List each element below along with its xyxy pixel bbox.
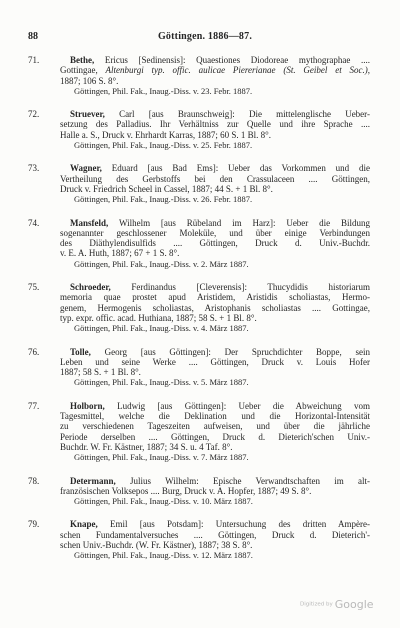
author-name: Bethe, [70,55,95,65]
entry-text-line: genem, Hermogenis scholiastas, Aristophanis scholiastas .... Gottingae, [60,302,370,313]
entry-text-line: setzung des Palladius. Ihr Verhältniss zur Quelle und ihre Sprache .... [60,119,370,130]
dissertation-note: Göttingen, Phil. Fak., Inaug.-Diss. v. 12. März 1887. [74,550,253,561]
author-name: Tolle, [70,346,91,357]
entry-text-line: v. E. A. Huth, 1887; 67 + 1 S. 8°. [60,248,180,259]
title-text: Georg [aus Göttingen]: Der Spruchdichter Boppe, sein [104,346,370,357]
entry-text-line: typ. expr. offic. acad. Huthiana, 1887; 58 S. + 1 Bl. 8°. [60,312,257,323]
entry-text-line: Buchdr. W. Fr. Kästner, 1887; 34 S. u. 4 Taf. 8°. [60,441,233,452]
entry-text-line: 1887; 58 S. + 1 Bl. 8°. [60,367,141,378]
catalogue-entry [28,109,370,151]
author-name: Holborn, [70,400,105,411]
title-text: Ludwig [aus Göttingen]: Ueber die Abweichung vom [117,400,370,411]
entry-text-line: des Diäthylendisulfids .... Göttingen, Druck d. Univ.-Buchdr. [60,238,370,249]
entry-number: 79. [28,519,40,530]
dissertation-note: Göttingen, Phil. Fak., Inaug.-Diss. v. 26. Febr. 1887. [74,194,253,205]
author-name: Struever, [70,109,105,120]
dissertation-note: Göttingen, Phil. Fak., Inaug.-Diss. v. 7. März 1887. [74,452,249,463]
entry-title-line [60,55,370,65]
dissertation-note: Göttingen, Phil. Fak., Inaug.-Diss. v. 25. Febr. 1887. [74,140,253,151]
catalogue-entry [28,163,370,205]
google-logo-text: Google [334,598,374,611]
catalogue-entry [28,475,370,507]
title-text: Julius Wilhelm: Epische Verwandtschaften im alt- [130,475,370,486]
entry-number: 76. [28,346,40,357]
entry-number: 71. [28,55,40,65]
entry-text-line: 1887; 106 S. 8°. [60,75,119,86]
entry-list [28,55,370,574]
catalogue-entry [28,217,370,269]
entry-text-line: schen Univ.-Buchdr. (W. Fr. Kästner), 1887; 38 S. 8°. [60,539,253,550]
catalogue-entry [28,400,370,463]
title-text: Ferdinandus [Cleverensis]: Thucydidis historiarum [131,282,370,293]
author-name: Schroeder, [70,282,111,293]
entry-text-line: Leben und seine Werke .... Göttingen, Druck v. Louis Hofer [60,356,370,367]
entry-title-line [60,163,370,173]
entry-text-line: Vertheilung des Gerbstoffs bei den Crassulaceen .... Göttingen, [60,173,370,184]
entry-text-line [60,65,370,75]
entry-number: 77. [28,400,40,411]
entry-title-line [60,282,370,292]
entry-number: 78. [28,475,40,486]
author-name: Mansfeld, [70,217,109,228]
dissertation-note: Göttingen, Phil. Fak., Inaug.-Diss. v. 2. März 1887. [74,258,249,269]
entry-number: 72. [28,109,40,120]
entry-title-line [60,109,370,119]
entry-title-line [60,218,370,228]
entry-number: 73. [28,163,40,174]
dissertation-note: Göttingen, Phil. Fak., Inaug.-Diss. v. 5. März 1887. [74,377,249,388]
title-text: Wilhelm [aus Rübeland im Harz]: Ueber die Bildung [118,217,370,228]
text-segment: Gottingae, [60,65,106,76]
entry-text-line: Periode derselben .... Göttingen, Druck d. Dieterich'schen Univ.- [60,431,370,442]
author-name: Determann, [70,475,116,486]
running-title: Göttingen. 1886—87. [157,31,253,42]
title-text: Carl [aus Braunschweig]: Die mittelenglische Ueber- [119,109,370,120]
title-text: Emil [aus Potsdam]: Untersuchung des dritten Ampère- [110,519,370,530]
text-segment: Altenburgi typ. offic. aulicae Piererianae (St. Geibel et Soc.) [105,65,368,76]
text-segment: , [367,65,370,76]
entry-text-line: Halle a. S., Druck v. Ehrhardt Karras, 1887; 60 S. 1 Bl. 8°. [60,129,271,140]
catalogue-entry [28,55,370,96]
author-name: Knape, [70,519,98,530]
entry-text-line: zu verschiedenen Tageszeiten aufweisen, und über die jährliche [60,421,370,432]
dissertation-note: Göttingen, Phil. Fak., Inaug.-Diss. v. 4. März 1887. [74,323,249,334]
entry-text-line: memoria quae prostet apud Aristidem, Aristidis scholiastas, Hermo- [60,292,370,303]
entry-title-line [60,347,370,357]
entry-text-line: schen Fundamentalversuches .... Göttingen, Druck d. Dieterich'- [60,529,370,540]
entry-text-line: sogenannter geschlossener Moleküle, und über einige Verbindungen [60,227,370,238]
entry-title-line [60,476,370,486]
dissertation-note: Göttingen, Phil. Fak., Inaug.-Diss. v. 23. Febr. 1887. [74,85,253,96]
page-number: 88 [28,31,38,42]
catalogue-entry [28,282,370,334]
entry-title-line [60,401,370,411]
title-text: Ericus [Sedinensis]: Quaestiones Diodoreae mythographae .... [104,55,370,65]
digitized-by-google-watermark [300,594,374,613]
entry-number: 74. [28,217,40,228]
entry-text-line: Tagesmittel, welche die Deklination und die Horizontal-Intensität [60,411,370,422]
author-name: Wagner, [70,163,102,174]
entry-text-line: Druck v. Friedrich Scheel in Cassel, 1887; 44 S. + 1 Bl. 8°. [60,183,273,194]
dissertation-note: Göttingen, Phil. Fak., Inaug.-Diss. v. 10. März 1887. [74,496,253,507]
entry-number: 75. [28,282,40,293]
entry-text-line: französischen Volksepos .... Burg, Druck v. A. Hopfer, 1887; 49 S. 8°. [60,485,312,496]
watermark-prefix: Digitized by [300,601,333,608]
catalogue-entry [28,519,370,561]
catalogue-entry [28,346,370,388]
title-text: Eduard [aus Bad Ems]: Ueber das Vorkommen und die [111,163,370,174]
entry-title-line [60,519,370,529]
